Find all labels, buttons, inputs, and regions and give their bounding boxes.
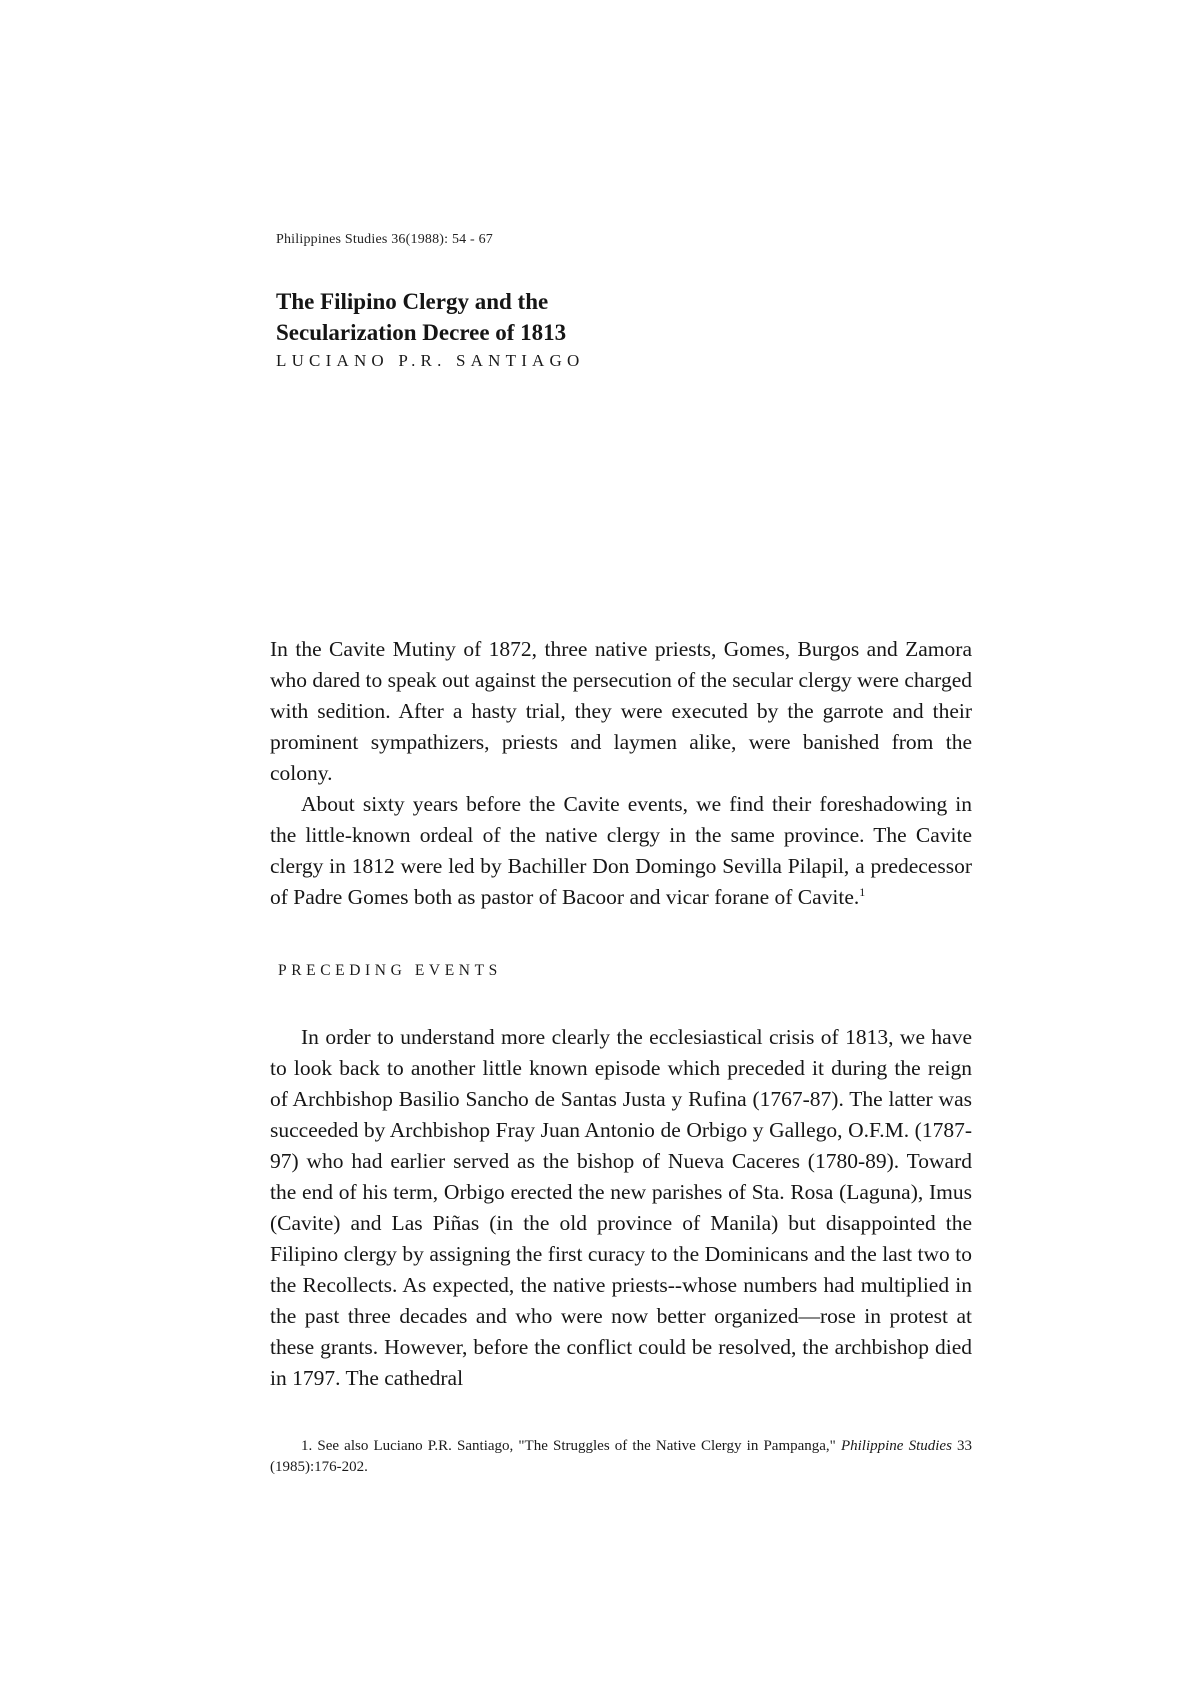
journal-citation: Philippines Studies 36(1988): 54 - 67: [276, 232, 494, 247]
footnote-text: See also Luciano P.R. Santiago, "The Struggles of the Native Clergy in Pampanga,": [317, 1438, 836, 1454]
article-author: LUCIANO P.R. SANTIAGO: [276, 351, 585, 370]
section-text: [270, 1022, 972, 1394]
intro-paragraph-2: [270, 789, 972, 913]
section-paragraph-1: In order to understand more clearly the ecclesiastical crisis of 1813, we have to look back to another little known episode which preceded it during the reign of Archbishop Basilio Sancho de Santas Justa y Rufina (1767-87). The latter was succeeded by Archbishop Fray Juan Antonio de Orbigo y Gallego, O.F.M. (1787-97) who had earlier served as the bishop of Nueva Caceres (1780-89). Toward the end of his term, Orbigo erected the new parishes of Sta. Rosa (Laguna), Imus (Cavite) and Las Piñas (in the old province of Manila) but disappointed the Filipino clergy by assigning the first curacy to the Dominicans and the last two to the Recollects. As expected, the native priests--whose numbers had multiplied in the past three decades and who were now better organized—rose in protest at these grants. However, before the conflict could be resolved, the archbishop died in 1797. The cathedral: [270, 1025, 972, 1390]
article-title-block: [276, 286, 585, 371]
footnote-number: 1.: [301, 1438, 313, 1454]
intro-text: [270, 634, 972, 913]
footnote-pages: 33 (1985):176-202.: [270, 1438, 973, 1475]
footnote-journal: Philippine Studies: [840, 1438, 952, 1454]
article-title-line-2: Secularization Decree of 1813: [276, 320, 567, 345]
intro-paragraph-2-text: About sixty years before the Cavite events, we find their foreshadowing in the little-known ordeal of the native clergy in the same province. The Cavite clergy in 1812 were led by Bachiller Don Domingo Sevilla Pilapil, a predecessor of Padre Gomes both as pastor of Bacoor and vicar forane of Cavite.: [270, 792, 972, 909]
intro-paragraph-1: In the Cavite Mutiny of 1872, three native priests, Gomes, Burgos and Zamora who dared to speak out against the persecution of the secular clergy were charged with sedition. After a hasty trial, they were executed by the garrote and their prominent sympathizers, priests and laymen alike, were banished from the colony.: [270, 637, 972, 785]
article-title-line-1: The Filipino Clergy and the: [276, 289, 549, 314]
section-heading: PRECEDING EVENTS: [278, 962, 502, 979]
footnote-line: [270, 1436, 972, 1478]
footnote: [270, 1436, 972, 1478]
footnote-reference: 1: [859, 884, 866, 899]
